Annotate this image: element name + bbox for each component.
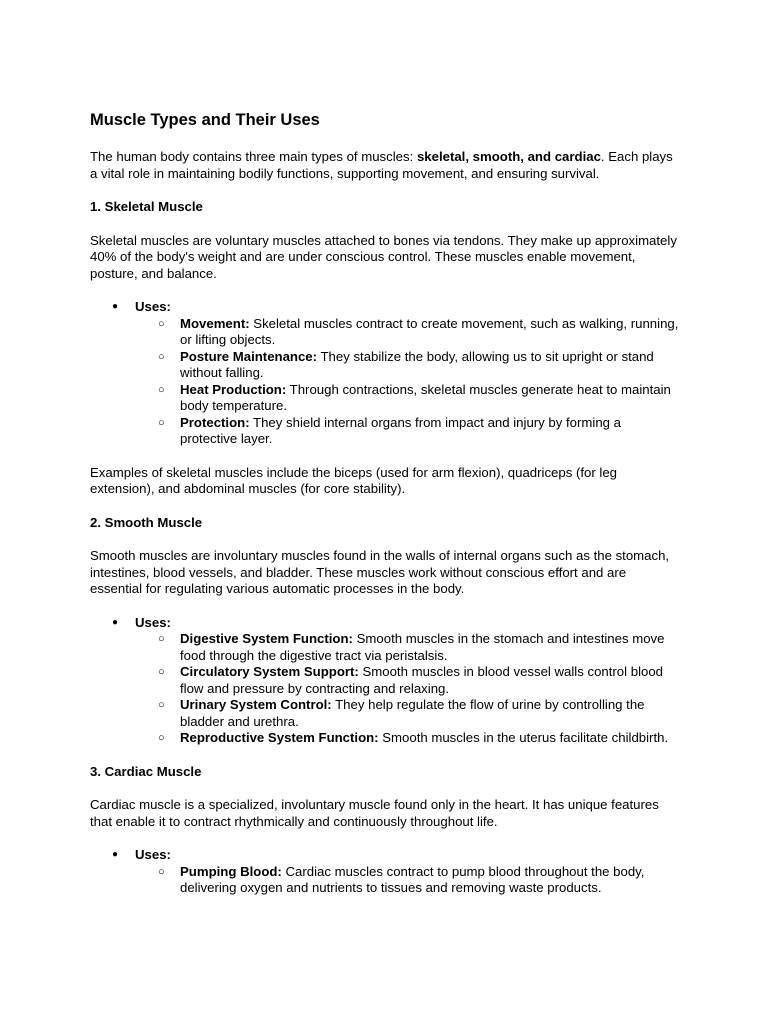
list-item: ● Uses: ○ Digestive System Function: Smooth muscles in the stomach and intestines move food through the digestive tract via peristalsis. ○ Circulatory System Support: Smooth muscles in blood vessel walls control blood flow and pressure by contracting and relaxing. ○ Urinary System Control: They help regulate the flow of urine by controlling the bladder and urethra. ○ Reproductive System Function: Smooth muscles in the uterus facilitate childbirth. — [90, 615, 680, 747]
list-item: ○ Posture Maintenance: They stabilize the body, allowing us to sit upright or stand without falling. — [158, 348, 654, 380]
page-title: Muscle Types and Their Uses — [90, 111, 320, 129]
sub-list — [135, 631, 680, 747]
list-item: ○ Protection: They shield internal organs from impact and injury by forming a protective layer. — [158, 414, 621, 446]
list-item: ○ Reproductive System Function: Smooth muscles in the uterus facilitate childbirth. — [158, 730, 669, 745]
bullet-icon: ● — [112, 616, 119, 628]
bullet-icon: ● — [112, 301, 119, 312]
list-item: ○ Circulatory System Support: Smooth muscles in blood vessel walls control blood flow and pressure by contracting and relaxing. — [158, 664, 664, 696]
circle-bullet-icon: ○ — [158, 383, 165, 396]
section-description-cardiac: Cardiac muscle is a specialized, involuntary muscle found only in the heart. It has unique features that enable it to contract rhythmically and continuously throughout life. — [90, 797, 659, 829]
list-item: ○ Heat Production: Through contractions, skeletal muscles generate heat to maintain body temperature. — [158, 381, 671, 413]
section-closing-skeletal: Examples of skeletal muscles include the biceps (used for arm flexion), quadriceps (for leg extension), and abdominal muscles (for core stability). — [90, 464, 618, 496]
list-item: ○ Movement: Skeletal muscles contract to create movement, such as walking, running, or lifting objects. — [158, 315, 679, 347]
circle-bullet-icon: ○ — [158, 699, 165, 711]
list-item: ○ Urinary System Control: They help regulate the flow of urine by controlling the bladder and urethra. — [158, 697, 645, 729]
sub-list — [135, 316, 680, 448]
circle-bullet-icon: ○ — [158, 317, 165, 330]
list-item: ● Uses: ○ Pumping Blood: Cardiac muscles contract to pump blood throughout the body, delivering oxygen and nutrients to tissues and removing waste products. — [90, 847, 680, 897]
circle-bullet-icon: ○ — [158, 633, 165, 645]
section-description-smooth: Smooth muscles are involuntary muscles found in the walls of internal organs such as the stomach, intestines, blood vessels, and bladder. These muscles work without conscious effort and are essential for regulating various automatic processes in the body. — [90, 548, 670, 596]
circle-bullet-icon: ○ — [158, 350, 165, 363]
uses-list-smooth — [90, 615, 680, 747]
section-description-skeletal: Skeletal muscles are voluntary muscles attached to bones via tendons. They make up approximately 40% of the body's weight and are under conscious control. These muscles enable movement, posture, and balance. — [90, 232, 677, 281]
list-item: ○ Digestive System Function: Smooth muscles in the stomach and intestines move food through the digestive tract via peristalsis. — [158, 631, 665, 663]
circle-bullet-icon: ○ — [158, 416, 165, 429]
bullet-icon: ● — [112, 849, 119, 860]
circle-bullet-icon: ○ — [158, 666, 165, 678]
section-heading-skeletal: 1. Skeletal Muscle — [90, 199, 203, 214]
section-heading-cardiac: 3. Cardiac Muscle — [90, 763, 202, 779]
intro-paragraph: The human body contains three main types of muscles: skeletal, smooth, and cardiac. Each plays a vital role in maintaining bodily functions, supporting movement, and ensuring survival. — [90, 149, 673, 181]
document-page — [90, 108, 680, 914]
list-item: ○ Pumping Blood: Cardiac muscles contract to pump blood throughout the body, delivering oxygen and nutrients to tissues and removing waste products. — [158, 863, 645, 895]
sub-list — [135, 864, 680, 897]
section-heading-smooth: 2. Smooth Muscle — [90, 514, 203, 530]
uses-list-skeletal — [90, 299, 680, 448]
circle-bullet-icon: ○ — [158, 865, 165, 878]
circle-bullet-icon: ○ — [158, 732, 165, 744]
uses-list-cardiac — [90, 847, 680, 897]
list-item: ● Uses: ○ Movement: Skeletal muscles contract to create movement, such as walking, running, or lifting objects. ○ Posture Maintenance: They stabilize the body, allowing us to sit upright or stand without falling. ○ Heat Production: Through contractions, skeletal muscles generate heat to maintain body temperature. ○ Protection: They shield internal organs from impact and injury by forming a protective layer. — [112, 299, 679, 446]
